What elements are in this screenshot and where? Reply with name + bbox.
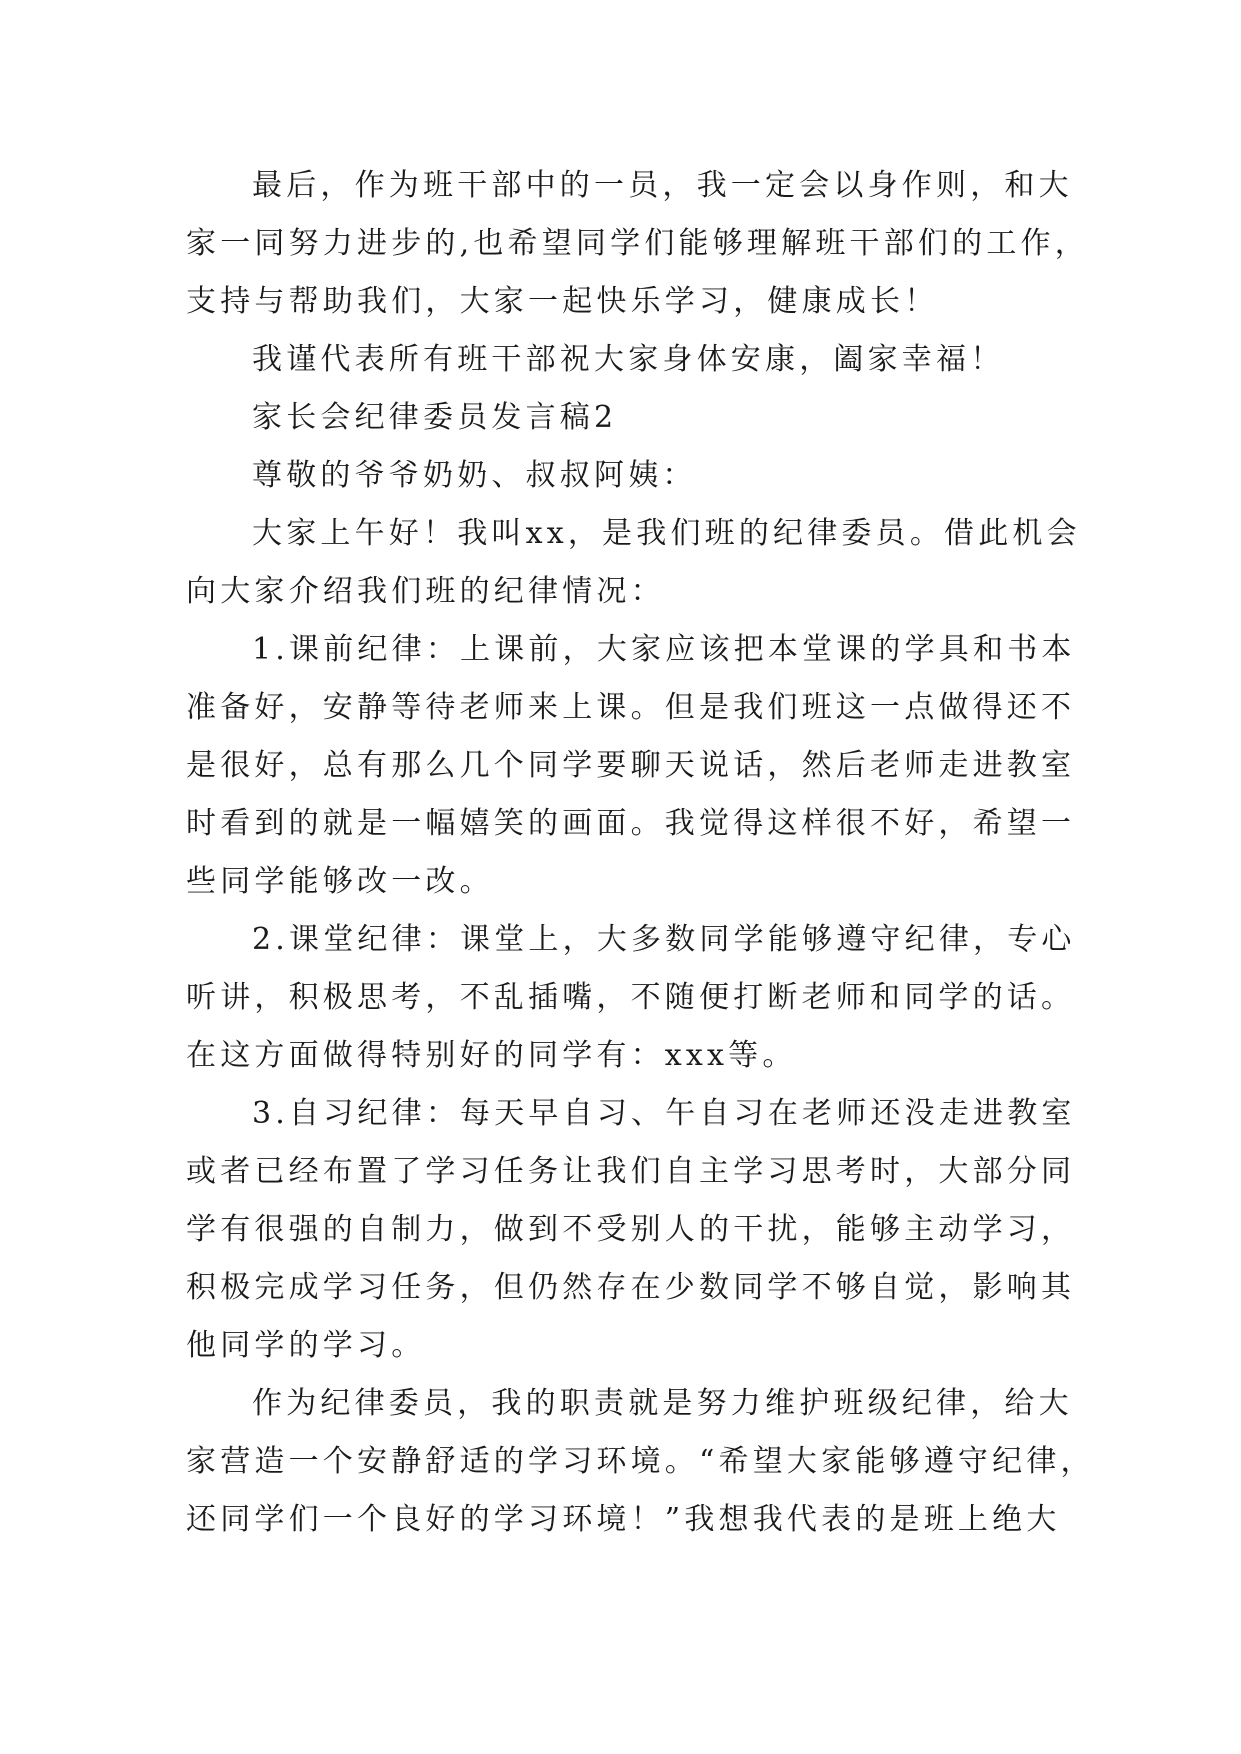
text-line: 积极完成学习任务，但仍然存在少数同学不够自觉，影响其	[186, 1270, 1076, 1305]
text-line: 尊敬的爷爷奶奶、叔叔阿姨：	[252, 458, 697, 493]
text-line: 听讲，积极思考，不乱插嘴，不随便打断老师和同学的话。	[186, 980, 1076, 1015]
text-line: 准备好，安静等待老师来上课。但是我们班这一点做得还不	[186, 690, 1076, 725]
text-line: 作为纪律委员，我的职责就是努力维护班级纪律，给大	[252, 1386, 1073, 1421]
text-line: 1.课前纪律：上课前，大家应该把本堂课的学具和书本	[252, 632, 1076, 667]
text-line: 向大家介绍我们班的纪律情况：	[186, 574, 665, 609]
text-line: 学有很强的自制力，做到不受别人的干扰，能够主动学习，	[186, 1212, 1076, 1247]
text-line: 是很好，总有那么几个同学要聊天说话，然后老师走进教室	[186, 748, 1076, 783]
text-line: 些同学能够改一改。	[186, 864, 494, 899]
text-line: 支持与帮助我们，大家一起快乐学习，健康成长！	[186, 284, 939, 319]
text-line: 他同学的学习。	[186, 1328, 426, 1363]
text-line: 最后，作为班干部中的一员，我一定会以身作则，和大	[252, 168, 1073, 203]
text-line: 家一同努力进步的,也希望同学们能够理解班干部们的工作，	[186, 226, 1089, 261]
text-line: 或者已经布置了学习任务让我们自主学习思考时，大部分同	[186, 1154, 1076, 1189]
text-line: 2.课堂纪律：课堂上，大多数同学能够遵守纪律，专心	[252, 922, 1076, 957]
text-line: 我谨代表所有班干部祝大家身体安康，阖家幸福！	[252, 342, 1005, 377]
text-line: 3.自习纪律：每天早自习、午自习在老师还没走进教室	[252, 1096, 1076, 1131]
text-line: 还同学们一个良好的学习环境！”我想我代表的是班上绝大	[186, 1502, 1061, 1537]
text-line: 时看到的就是一幅嬉笑的画面。我觉得这样很不好，希望一	[186, 806, 1076, 841]
text-line: 大家上午好！我叫xx，是我们班的纪律委员。借此机会	[252, 516, 1081, 551]
text-line: 在这方面做得特别好的同学有：xxx等。	[186, 1038, 797, 1073]
text-line: 家营造一个安静舒适的学习环境。“希望大家能够遵守纪律，	[186, 1444, 1095, 1479]
section-heading: 家长会纪律委员发言稿2	[252, 400, 618, 435]
